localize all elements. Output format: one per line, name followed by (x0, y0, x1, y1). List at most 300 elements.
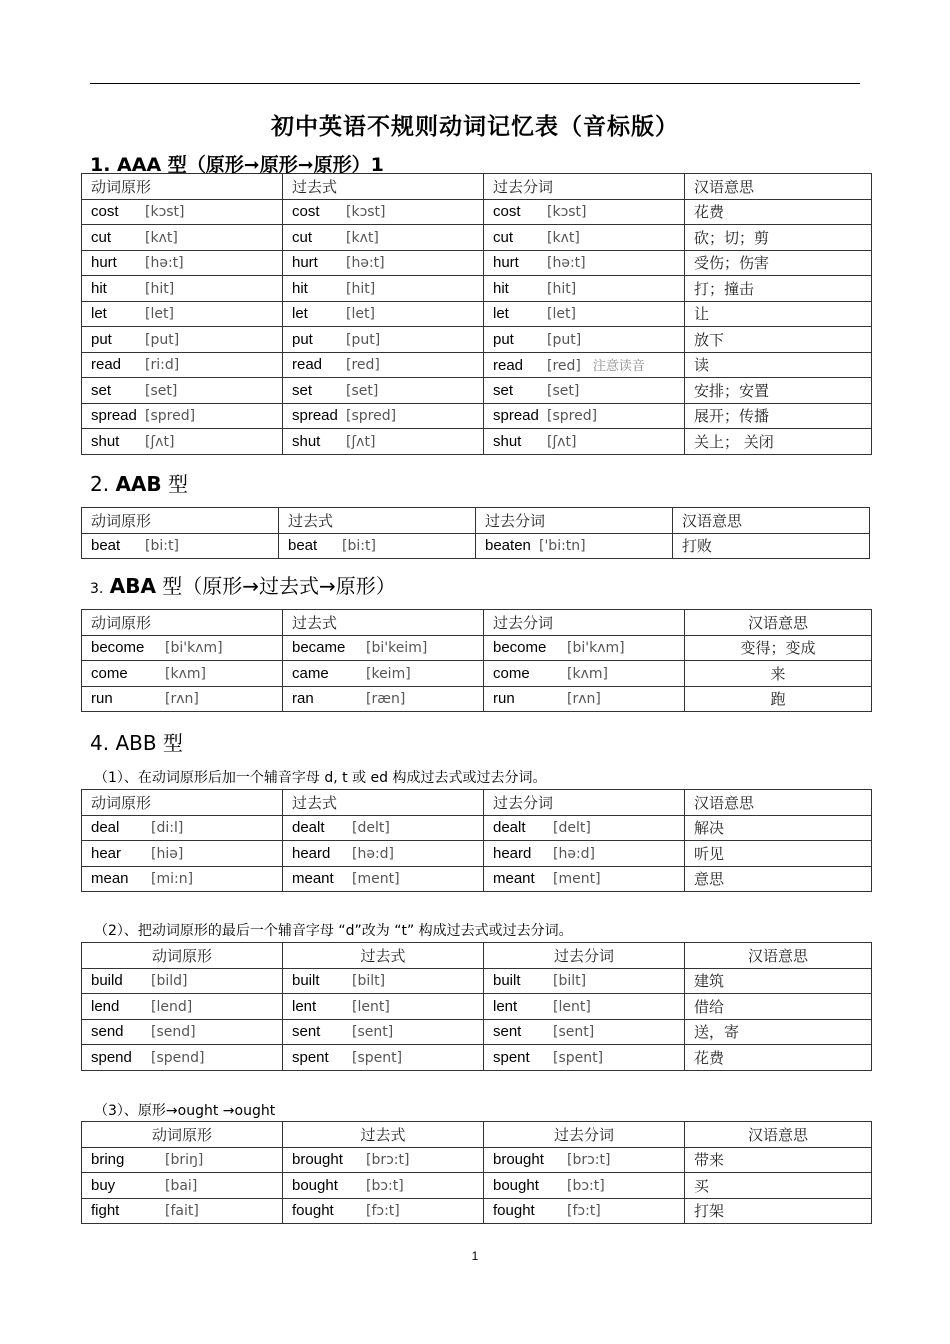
table-row (82, 661, 872, 687)
verb-word: sent (493, 1023, 522, 1041)
table-row (82, 815, 872, 841)
section-2-heading (90, 468, 188, 497)
verb-word: fought (493, 1202, 535, 1220)
chinese-meaning-cell: 打架 (685, 1198, 872, 1224)
verb-past-cell (283, 815, 484, 841)
column-header: 动词原形 (82, 1122, 283, 1148)
verb-word: let (292, 305, 308, 323)
verb-past-cell (283, 250, 484, 276)
table-row (82, 352, 872, 378)
table-row (82, 403, 872, 429)
verb-word: lend (91, 997, 120, 1015)
verb-past-cell (283, 866, 484, 892)
table-header-row (82, 943, 872, 969)
verb-word: run (91, 690, 113, 708)
table-header-row (82, 1122, 872, 1148)
phonetic-transcription: [bild] (151, 973, 188, 990)
table-row (82, 1019, 872, 1045)
table-row (82, 199, 872, 225)
verb-past-participle-cell (484, 1173, 685, 1199)
verb-base-cell (82, 661, 283, 687)
table-header-row (82, 790, 872, 816)
verb-past-cell (283, 968, 484, 994)
verb-base-cell (82, 994, 283, 1020)
chinese-meaning-cell: 听见 (685, 841, 872, 867)
verb-word: become (91, 639, 145, 657)
header-rule (90, 83, 860, 84)
section-4-heading: 4. ABB 型 (90, 731, 183, 755)
verb-past-cell (283, 1173, 484, 1199)
verb-past-participle-cell (484, 815, 685, 841)
section-4-1-caption: （1）、在动词原形后加一个辅音字母 d, t 或 ed 构成过去式或过去分词。 (94, 770, 547, 786)
table-row (82, 1173, 872, 1199)
section-4-3-caption: （3）、原形→ought →ought (94, 1103, 276, 1119)
document-title: 初中英语不规则动词记忆表（音标版） (271, 114, 679, 140)
verb-word: mean (91, 870, 129, 888)
verb-past-cell (283, 686, 484, 712)
chinese-meaning-cell: 打；撞击 (685, 276, 872, 302)
verb-word: lent (292, 997, 317, 1015)
verb-word: built (292, 972, 320, 990)
phonetic-transcription: [hit] (145, 280, 175, 297)
verb-word: come (91, 664, 128, 682)
verb-word: sent (292, 1023, 321, 1041)
verb-word: came (292, 664, 329, 682)
phonetic-transcription: [spend] (151, 1049, 205, 1066)
verb-past-participle-cell (476, 533, 673, 559)
chinese-meaning-cell: 花费 (685, 199, 872, 225)
verb-word: dealt (493, 819, 526, 837)
phonetic-transcription: [bilt] (352, 973, 386, 990)
verb-past-participle-cell (484, 1019, 685, 1045)
verb-word: hit (292, 279, 308, 297)
verb-word: hurt (493, 254, 519, 272)
verb-past-participle-cell (484, 403, 685, 429)
column-header: 过去式 (283, 790, 484, 816)
verb-base-cell (82, 968, 283, 994)
verb-word: put (292, 330, 313, 348)
verb-word: ran (292, 690, 314, 708)
phonetic-transcription: [kʌm] (165, 665, 206, 682)
section-3-number: 3. (90, 581, 104, 597)
verb-word: bought (493, 1176, 539, 1194)
verb-word: cut (292, 228, 313, 246)
phonetic-transcription: [lend] (151, 998, 193, 1015)
phonetic-transcription: [kʌt] (346, 229, 379, 246)
verb-base-cell (82, 841, 283, 867)
column-header: 汉语意思 (673, 508, 870, 534)
phonetic-transcription: ['bi:tn] (539, 538, 586, 555)
phonetic-transcription: [fait] (165, 1203, 199, 1220)
phonetic-transcription: [brɔ:t] (567, 1152, 611, 1169)
verb-word: heard (292, 844, 331, 862)
chinese-meaning-cell: 跑 (685, 686, 872, 712)
verb-word: fight (91, 1202, 120, 1220)
column-header: 过去分词 (484, 1122, 685, 1148)
table-row (82, 276, 872, 302)
phonetic-transcription: [hə:t] (145, 255, 184, 272)
phonetic-transcription: [delt] (352, 820, 390, 837)
table-row (82, 968, 872, 994)
column-header: 汉语意思 (685, 790, 872, 816)
chinese-meaning-cell: 送，寄 (685, 1019, 872, 1045)
verb-past-cell (283, 1198, 484, 1224)
verb-past-cell (283, 635, 484, 661)
column-header: 汉语意思 (685, 943, 872, 969)
verb-word: lent (493, 997, 518, 1015)
phonetic-transcription: [ʃʌt] (547, 433, 577, 450)
verb-word: cost (292, 203, 320, 221)
phonetic-transcription: [bi:t] (342, 538, 376, 555)
verb-past-participle-cell (484, 1147, 685, 1173)
verb-word: meant (493, 870, 535, 888)
verb-base-cell (82, 1147, 283, 1173)
section-3-heading (90, 570, 396, 599)
verb-word: spread (493, 407, 539, 425)
verb-past-cell (283, 1045, 484, 1071)
verb-word: build (91, 972, 123, 990)
chinese-meaning-cell: 变得；变成 (685, 635, 872, 661)
verb-word: hurt (91, 254, 117, 272)
verb-word: read (292, 356, 323, 374)
chinese-meaning-cell: 借给 (685, 994, 872, 1020)
phonetic-transcription: [ʃʌt] (346, 433, 376, 450)
verb-past-participle-cell (484, 686, 685, 712)
verb-past-cell (283, 301, 484, 327)
verb-base-cell (82, 225, 283, 251)
phonetic-transcription: [set] (547, 382, 580, 399)
phonetic-transcription: [bai] (165, 1177, 198, 1194)
verb-word: beat (288, 537, 318, 555)
verb-word: buy (91, 1176, 116, 1194)
verb-past-participle-cell (484, 250, 685, 276)
verb-past-participle-cell (484, 225, 685, 251)
table-row (82, 429, 872, 455)
phonetic-transcription: [brɔ:t] (366, 1152, 410, 1169)
verb-word: shut (493, 432, 522, 450)
section-1-table (81, 173, 872, 455)
chinese-meaning-cell: 意思 (685, 866, 872, 892)
chinese-meaning-cell: 来 (685, 661, 872, 687)
verb-past-cell (283, 841, 484, 867)
phonetic-transcription: [put] (145, 331, 180, 348)
verb-base-cell (82, 635, 283, 661)
phonetic-transcription: [kʌt] (145, 229, 178, 246)
phonetic-transcription: [ment] (352, 871, 400, 888)
phonetic-transcription: [set] (346, 382, 379, 399)
column-header: 过去式 (283, 1122, 484, 1148)
verb-word: put (91, 330, 112, 348)
section-3-type: 型（原形→过去式→原形） (155, 574, 396, 598)
verb-past-participle-cell (484, 276, 685, 302)
phonetic-transcription: [kʌt] (547, 229, 580, 246)
column-header: 过去分词 (484, 943, 685, 969)
chinese-meaning-cell: 放下 (685, 327, 872, 353)
phonetic-transcription: [bi'kʌm] (165, 640, 223, 657)
verb-base-cell (82, 250, 283, 276)
section-2-type: 型 (161, 472, 189, 496)
verb-past-participle-cell (484, 301, 685, 327)
phonetic-transcription: [kɔst] (547, 204, 587, 221)
chinese-meaning-cell: 买 (685, 1173, 872, 1199)
table-row (82, 1198, 872, 1224)
phonetic-transcription: [bi'keim] (366, 640, 428, 657)
verb-word: bring (91, 1151, 125, 1169)
verb-word: send (91, 1023, 124, 1041)
phonetic-transcription: [bi:t] (145, 538, 179, 555)
phonetic-transcription: [hə:t] (547, 255, 586, 272)
chinese-meaning-cell: 砍；切；剪 (685, 225, 872, 251)
verb-base-cell (82, 686, 283, 712)
verb-word: come (493, 664, 530, 682)
chinese-meaning-cell: 带来 (685, 1147, 872, 1173)
chinese-meaning-cell: 读 (685, 352, 872, 378)
verb-word: let (493, 305, 509, 323)
verb-word: beat (91, 537, 121, 555)
phonetic-transcription: [kɔst] (346, 204, 386, 221)
pronunciation-note: 注意读音 (592, 359, 645, 375)
table-row (82, 250, 872, 276)
phonetic-transcription: [set] (145, 382, 178, 399)
verb-word: deal (91, 819, 120, 837)
verb-past-participle-cell (484, 841, 685, 867)
verb-word: spent (493, 1048, 530, 1066)
verb-base-cell (82, 1173, 283, 1199)
verb-past-cell (283, 429, 484, 455)
verb-word: spread (292, 407, 338, 425)
verb-word: meant (292, 870, 334, 888)
verb-past-cell (279, 533, 476, 559)
chinese-meaning-cell: 受伤；伤害 (685, 250, 872, 276)
verb-base-cell (82, 1019, 283, 1045)
verb-word: bought (292, 1176, 338, 1194)
phonetic-transcription: [spent] (553, 1049, 604, 1066)
table-row (82, 301, 872, 327)
phonetic-transcription: [bi'kʌm] (567, 640, 625, 657)
verb-word: spend (91, 1048, 132, 1066)
verb-past-cell (283, 327, 484, 353)
verb-word: built (493, 972, 521, 990)
table-row (82, 994, 872, 1020)
phonetic-transcription: [kʌm] (567, 665, 608, 682)
column-header: 过去式 (279, 508, 476, 534)
verb-past-cell (283, 225, 484, 251)
phonetic-transcription: [spred] (547, 408, 598, 425)
verb-past-cell (283, 403, 484, 429)
phonetic-transcription: [rʌn] (567, 691, 601, 708)
table-row (82, 225, 872, 251)
section-2-table (81, 507, 870, 559)
phonetic-transcription: [spred] (145, 408, 196, 425)
verb-past-participle-cell (484, 199, 685, 225)
verb-base-cell (82, 1198, 283, 1224)
verb-word: hurt (292, 254, 318, 272)
verb-past-participle-cell (484, 994, 685, 1020)
phonetic-transcription: [delt] (553, 820, 591, 837)
table-row (82, 841, 872, 867)
table-row (82, 378, 872, 404)
phonetic-transcription: [bɔ:t] (567, 1177, 605, 1194)
verb-word: cut (91, 228, 112, 246)
verb-word: hit (493, 279, 509, 297)
table-header-row (82, 174, 872, 200)
verb-word: set (292, 381, 313, 399)
column-header: 过去分词 (484, 610, 685, 636)
verb-base-cell (82, 199, 283, 225)
verb-past-participle-cell (484, 1045, 685, 1071)
phonetic-transcription: [ri:d] (145, 357, 180, 374)
phonetic-transcription: [rʌn] (165, 691, 199, 708)
verb-base-cell (82, 327, 283, 353)
section-2-pattern: AAB (115, 472, 162, 496)
phonetic-transcription: [ræn] (366, 691, 406, 708)
phonetic-transcription: [red] (547, 358, 581, 375)
column-header: 过去式 (283, 610, 484, 636)
section-4-1-table (81, 789, 872, 892)
verb-word: hear (91, 844, 122, 862)
verb-past-cell (283, 1019, 484, 1045)
verb-base-cell (82, 866, 283, 892)
phonetic-transcription: [send] (151, 1024, 196, 1041)
column-header: 过去分词 (484, 174, 685, 200)
verb-base-cell (82, 429, 283, 455)
verb-word: dealt (292, 819, 325, 837)
verb-past-participle-cell (484, 327, 685, 353)
phonetic-transcription: [bɔ:t] (366, 1177, 404, 1194)
table-row (82, 533, 870, 559)
column-header: 汉语意思 (685, 610, 872, 636)
column-header: 过去分词 (476, 508, 673, 534)
table-row (82, 866, 872, 892)
verb-past-participle-cell (484, 661, 685, 687)
verb-word: spent (292, 1048, 329, 1066)
verb-word: read (493, 357, 524, 375)
table-header-row (82, 508, 870, 534)
verb-past-cell (283, 199, 484, 225)
verb-word: hit (91, 279, 107, 297)
table-header-row (82, 610, 872, 636)
verb-past-cell (283, 661, 484, 687)
phonetic-transcription: [di:l] (151, 820, 184, 837)
verb-word: cost (493, 203, 521, 221)
verb-past-participle-cell (484, 968, 685, 994)
verb-word: brought (292, 1151, 343, 1169)
verb-word: fought (292, 1202, 334, 1220)
verb-past-cell (283, 994, 484, 1020)
chinese-meaning-cell: 解决 (685, 815, 872, 841)
table-row (82, 686, 872, 712)
verb-word: shut (91, 432, 120, 450)
section-4-3-table (81, 1121, 872, 1224)
verb-word: heard (493, 844, 532, 862)
phonetic-transcription: [mi:n] (151, 871, 194, 888)
table-row (82, 1147, 872, 1173)
chinese-meaning-cell: 安排；安置 (685, 378, 872, 404)
verb-word: set (493, 381, 514, 399)
phonetic-transcription: [let] (346, 306, 375, 323)
phonetic-transcription: [spent] (352, 1049, 403, 1066)
verb-past-cell (283, 378, 484, 404)
phonetic-transcription: [hit] (346, 280, 376, 297)
phonetic-transcription: [hiə] (151, 845, 184, 862)
column-header: 动词原形 (82, 174, 283, 200)
verb-word: spread (91, 407, 137, 425)
phonetic-transcription: [ment] (553, 871, 601, 888)
phonetic-transcription: [fɔ:t] (366, 1203, 400, 1220)
verb-word: shut (292, 432, 321, 450)
verb-word: let (91, 305, 107, 323)
phonetic-transcription: [briŋ] (165, 1152, 204, 1169)
phonetic-transcription: [ʃʌt] (145, 433, 175, 450)
verb-past-participle-cell (484, 1198, 685, 1224)
phonetic-transcription: [keim] (366, 665, 411, 682)
column-header: 汉语意思 (685, 1122, 872, 1148)
phonetic-transcription: [lent] (553, 998, 591, 1015)
verb-base-cell (82, 378, 283, 404)
table-row (82, 1045, 872, 1071)
phonetic-transcription: [red] (346, 357, 380, 374)
verb-word: cut (493, 228, 514, 246)
chinese-meaning-cell: 花费 (685, 1045, 872, 1071)
phonetic-transcription: [let] (145, 306, 174, 323)
phonetic-transcription: [spred] (346, 408, 397, 425)
verb-word: read (91, 356, 122, 374)
section-4-2-table (81, 942, 872, 1071)
section-1-heading: 1. AAA 型（原形➞原形➞原形）1 (90, 154, 384, 176)
section-3-pattern: ABA (109, 574, 156, 598)
chinese-meaning-cell: 关上； 关闭 (685, 429, 872, 455)
phonetic-transcription: [hit] (547, 280, 577, 297)
phonetic-transcription: [hə:t] (346, 255, 385, 272)
chinese-meaning-cell: 打败 (673, 533, 870, 559)
phonetic-transcription: [sent] (553, 1024, 595, 1041)
phonetic-transcription: [lent] (352, 998, 390, 1015)
phonetic-transcription: [let] (547, 306, 576, 323)
column-header: 动词原形 (82, 610, 283, 636)
chinese-meaning-cell: 展开；传播 (685, 403, 872, 429)
verb-past-cell (283, 1147, 484, 1173)
verb-base-cell (82, 533, 279, 559)
verb-past-participle-cell (484, 635, 685, 661)
section-3-table (81, 609, 872, 712)
phonetic-transcription: [put] (346, 331, 381, 348)
column-header: 过去分词 (484, 790, 685, 816)
phonetic-transcription: [sent] (352, 1024, 394, 1041)
verb-past-participle-cell (484, 866, 685, 892)
verb-base-cell (82, 403, 283, 429)
section-2-number: 2. (90, 472, 110, 496)
verb-word: cost (91, 203, 119, 221)
verb-past-cell (283, 352, 484, 378)
table-row (82, 327, 872, 353)
verb-past-cell (283, 276, 484, 302)
verb-word: put (493, 330, 514, 348)
chinese-meaning-cell: 让 (685, 301, 872, 327)
verb-word: beaten (485, 537, 531, 555)
table-row (82, 635, 872, 661)
verb-past-participle-cell (484, 352, 685, 378)
verb-base-cell (82, 276, 283, 302)
phonetic-transcription: [fɔ:t] (567, 1203, 601, 1220)
verb-word: become (493, 639, 547, 657)
verb-base-cell (82, 301, 283, 327)
column-header: 动词原形 (82, 943, 283, 969)
verb-word: run (493, 690, 515, 708)
phonetic-transcription: [put] (547, 331, 582, 348)
section-4-2-caption: （2）、把动词原形的最后一个辅音字母 “d”改为 “t” 构成过去式或过去分词。 (94, 923, 573, 939)
verb-base-cell (82, 815, 283, 841)
verb-past-participle-cell (484, 378, 685, 404)
